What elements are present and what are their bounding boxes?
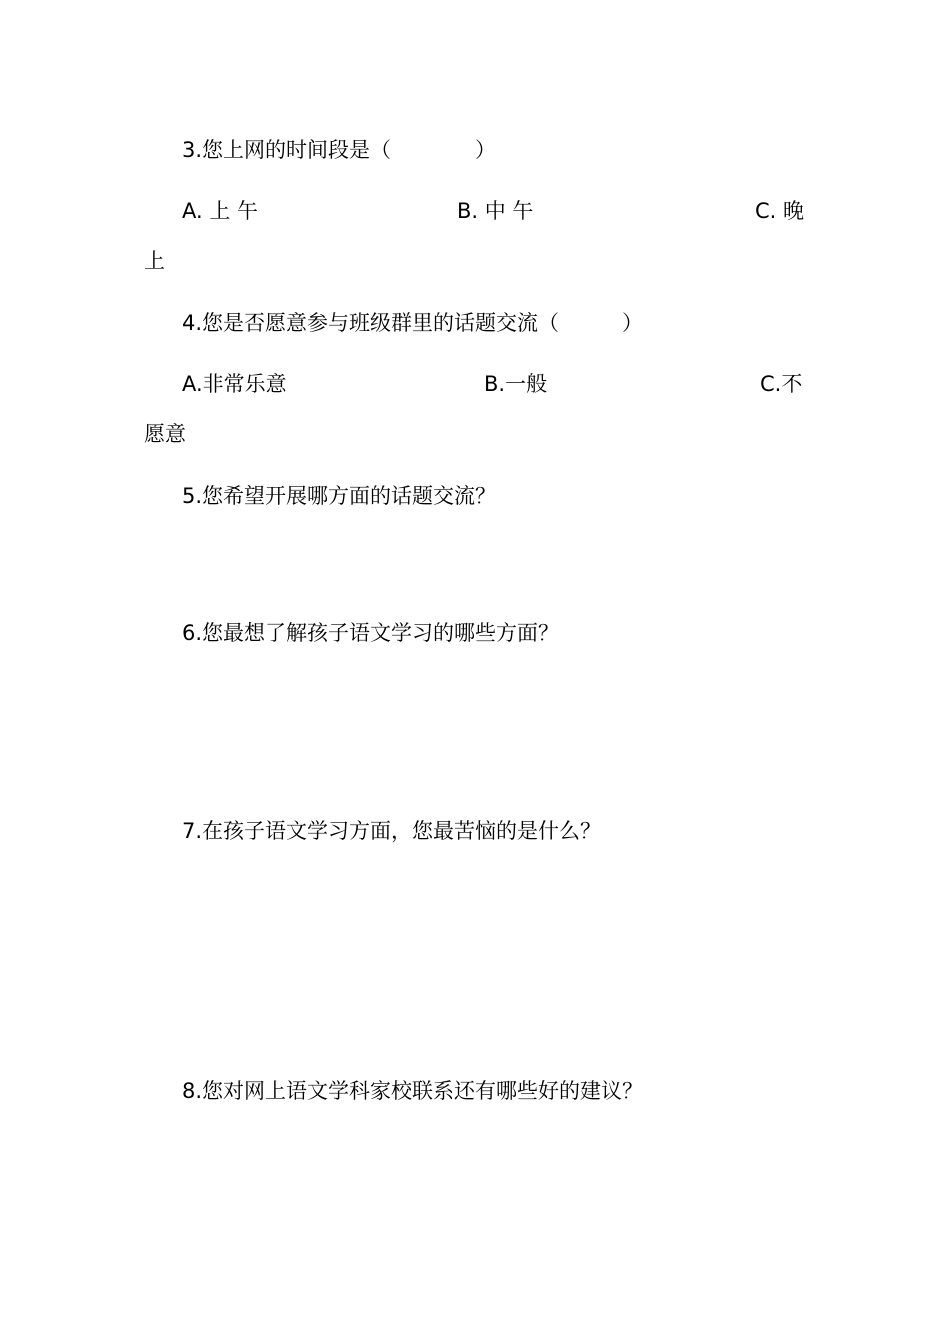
question-4-option-c: C.不 xyxy=(760,372,803,396)
question-5: 5.您希望开展哪方面的话题交流？ xyxy=(182,484,497,508)
question-3-option-b: B. 中 午 xyxy=(457,199,534,223)
question-4-option-c-wrap: 愿意 xyxy=(144,422,186,446)
question-3-option-a: A. 上 午 xyxy=(182,199,259,223)
question-4: 4.您是否愿意参与班级群里的话题交流（ ） xyxy=(182,311,644,335)
question-8: 8.您对网上语文学科家校联系还有哪些好的建议？ xyxy=(182,1079,644,1103)
question-3-option-c-wrap: 上 xyxy=(144,249,165,273)
question-4-option-b: B.一般 xyxy=(484,372,548,396)
question-6: 6.您最想了解孩子语文学习的哪些方面？ xyxy=(182,621,560,645)
question-3-option-c: C. 晚 xyxy=(755,199,805,223)
question-4-option-a: A.非常乐意 xyxy=(182,372,287,396)
question-3: 3.您上网的时间段是（ ） xyxy=(182,138,497,162)
question-7: 7.在孩子语文学习方面，您最苦恼的是什么？ xyxy=(182,819,602,843)
